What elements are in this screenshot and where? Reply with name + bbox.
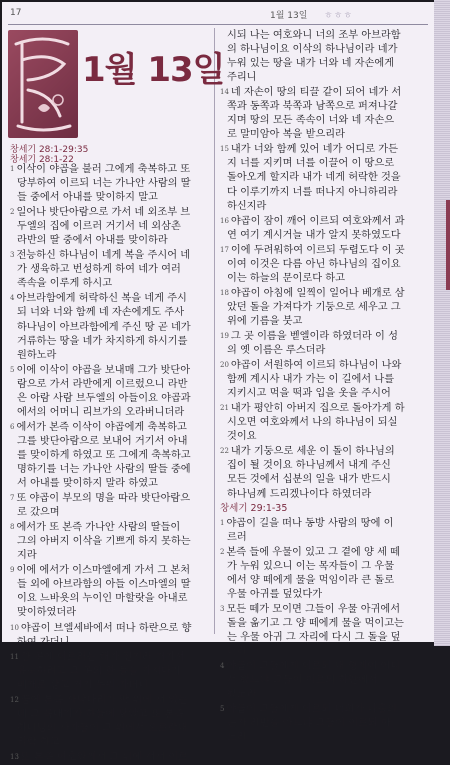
scripture-column-left [10,162,210,765]
verse-text: 한 곳에 이르러는 해가 진지라 거기서 [20,651,185,663]
verse-line [220,344,430,358]
verse-line [220,373,430,387]
verse-text: 는 우물 아귀 그 자리에 다시 그 돌을 덮 [227,631,401,643]
verse-line [10,549,210,563]
verse-line [10,463,210,477]
verse-text: 또 본즉 여호와께서 그 위에 서서 이르 [20,751,188,763]
verse-number: 4 [220,662,225,671]
verse-number: 1 [220,518,225,527]
verse-number: 22 [220,447,229,456]
verse-line [10,750,210,765]
verse-number: 1 [10,165,15,173]
verse-line [10,449,210,463]
verse-line [220,459,430,473]
verse-line [220,272,430,286]
verse-line [10,708,210,722]
verse-line [220,387,430,401]
verse-text: 로 갔으며 [17,507,60,519]
verse-text: 이에 에서가 이스마엘에게 가서 그 본처 [16,565,191,577]
verse-number: 11 [10,652,19,661]
verse-text: 내가 기둥으로 세운 이 돌이 하나님의 [230,446,395,458]
verse-line [220,128,430,142]
verse-number: 10 [10,623,19,632]
verse-line [220,29,430,43]
verse-text: 것이요 [227,431,257,443]
verse-line [220,142,430,157]
header-rule [8,24,428,25]
verse-line [10,650,210,665]
verse-text: 위에 기름을 붓고 [227,315,303,327]
verse-line [10,378,210,392]
verse-number: 18 [220,288,229,297]
verse-number: 2 [220,547,225,556]
verse-line [220,157,430,171]
verse-text: 원하노라 [17,349,57,361]
verse-text: 람으로 가서 라반에게 이르렀으니 라반 [17,378,188,390]
ornament-icon [8,30,78,138]
verse-text: 꿈에 본즉 사닥다리가 땅 위에 서 있는 [20,694,188,706]
verse-text: 우물 아귀를 덮었다가 [227,588,323,600]
verse-line [10,621,210,636]
verse-line [220,186,430,200]
verse-line [10,520,210,535]
verse-line [220,243,430,258]
verse-text: 았던 돌을 가져다가 기둥으로 세우고 그 [227,301,401,313]
verse-line [10,177,210,191]
verse-line [10,435,210,449]
verse-number: 21 [220,404,229,413]
verse-line [10,736,210,750]
verse-text: 명하기를 너는 가나안 사람의 딸들 중에 [17,463,191,475]
verse-text: 거류하는 땅을 네가 차지하게 하시기를 [17,335,188,347]
verse-text: 함께 계시사 내가 가는 이 길에서 나를 [227,374,395,386]
verse-text: 은 아람 사람 브두엘의 아들이요 야곱과 [17,392,191,404]
verse-number: 3 [10,251,15,260]
verse-line [10,321,210,335]
verse-number: 6 [10,422,15,431]
verse-line [220,731,430,745]
verse-line [10,506,210,520]
verse-line [10,592,210,606]
verse-line [10,563,210,578]
column-divider [214,28,215,634]
verse-number: 16 [220,216,229,225]
verse-number: 14 [220,88,229,97]
verse-line [220,71,430,85]
verse-text: 르러 [227,531,247,543]
verse-line [220,645,430,659]
verse-line [10,535,210,549]
verse-text: 다 이루기까지 너를 떠나지 아니하리라 [227,186,398,198]
section-heading: 창세기 29:1-35 [220,502,288,514]
verse-text: 로 말미암아 복을 받으리라 [227,129,345,141]
verse-text: 지 너를 지키며 너를 이끌어 이 땅으로 [227,158,395,170]
verse-line [220,631,430,645]
verse-number: 13 [10,752,19,761]
verse-line [220,200,430,214]
verse-line [220,301,430,315]
verse-number: 7 [10,494,15,503]
verse-line [220,688,430,702]
verse-line [220,57,430,71]
verse-line [10,263,210,277]
page-number: 17 [10,8,22,18]
verse-line [220,315,430,329]
faint-mark: ㅎㅎㅎ [324,11,354,21]
verse-text: 모든 것에서 십분의 일을 내가 반드시 [227,474,391,486]
verse-text: 데 그 꼭대기가 하늘에 닿았고 또 본즉 [17,708,185,720]
verse-text: 돌을 옮기고 그 양 떼에게 물을 먹이고는 [227,617,404,629]
verse-line [10,234,210,248]
verse-text: 라반의 딸 중에서 아내를 맞이하라 [17,235,168,247]
verse-number: 4 [10,294,15,303]
verse-line [220,358,430,373]
verse-line [10,406,210,420]
verse-line [220,702,430,717]
verse-line [220,114,430,128]
bible-page [2,2,434,763]
verse-text: 이는 하늘의 문이로다 하고 [227,272,345,284]
verse-line [10,392,210,406]
verse-line [220,258,430,272]
verse-text: 쪽과 동쪽과 북쪽과 남쪽으로 퍼져나갈 [227,101,398,113]
verse-text: 시오면 여호와께서 나의 하나님이 되실 [227,417,398,429]
verse-text: 노라 [227,732,247,744]
verse-text: 그를 밧단아람으로 보내어 거기서 아내 [17,435,188,447]
ribbon-marker [446,200,450,290]
verse-line [10,291,210,306]
verse-text: 에서의 어머니 리브가의 오라버니더라 [17,406,185,418]
verse-line [10,162,210,177]
verse-text: 들 중에서 아내를 맞이하지 말고 [17,192,158,204]
verse-text: 하나님께 드리겠나이다 하였더라 [227,488,372,500]
verse-text: 야곱이 서원하여 이르되 하나님이 나와 [230,360,402,372]
verse-text: 이여 이것은 다름 아닌 하나님의 집이요 [227,258,401,270]
verse-text: 집이 될 것이요 하나님께서 내게 주신 [227,460,391,472]
verse-text: 서 아내를 맞이하지 말라 하였고 [17,478,158,490]
verse-line [10,335,210,349]
running-title: 1월 13일 [270,11,308,21]
verse-line [220,401,430,416]
verse-line [220,659,430,674]
verse-line [220,674,430,688]
passage-reference: 창세기 28:1-29:35 [10,145,89,155]
verse-line [220,416,430,430]
verse-text: 야곱이 길을 떠나 동방 사람의 땅에 이 [226,517,394,529]
verse-text: 야곱이 잠이 깨어 이르되 여호와께서 과 [230,215,405,227]
verse-line [10,220,210,234]
verse-text: 에서가 본즉 이삭이 야곱에게 축복하고 [16,421,187,433]
verse-text: 손자 라반을 아느냐 그들이 이르되 아 [227,718,391,730]
scripture-column-right [220,29,430,745]
verse-text: 지키시고 먹을 떡과 입을 옷을 주시어 [227,388,391,400]
verse-line [10,636,210,650]
verse-text: 에서가 또 본즉 가나안 사람의 딸들이 [16,522,181,534]
verse-line [220,531,430,545]
verse-text: 두엘의 집에 이르러 거기서 네 외삼촌 [17,221,181,233]
verse-number: 9 [10,566,15,575]
verse-number: 20 [220,361,229,370]
verse-text: 에서 양 떼에게 물을 먹임이라 큰 돌로 [227,574,395,586]
verse-line [220,444,430,459]
verse-line [10,491,210,506]
verse-text: 지며 땅의 모든 족속이 너와 네 자손으 [227,115,395,127]
verse-line [10,277,210,291]
verse-text: 누워 있는 땅을 내가 너와 네 자손에게 [227,58,395,70]
verse-text: 더라 [227,646,247,658]
verse-line [10,679,210,693]
verse-line [220,588,430,602]
verse-text: 왔노라 [227,689,257,701]
verse-text: 서 왔느냐 그들이 이르되 하란에서 [227,675,378,687]
verse-line [220,85,430,100]
verse-text: 지라 [17,550,37,562]
verse-text: 하여 가더니 [17,636,70,648]
verse-text: 의 하나님이요 이삭의 하나님이라 네가 [227,44,398,56]
verse-line [220,545,430,560]
verse-text: 하나님이 아브라함에게 주신 땅 곧 네가 [17,321,191,333]
verse-line [220,43,430,57]
verse-line [220,171,430,185]
verse-text: 전능하신 하나님이 네게 복을 주시어 네 [16,250,191,262]
verse-line [220,516,430,531]
verse-line [10,693,210,708]
verse-text: 하신지라 [227,200,267,212]
verse-line [220,617,430,631]
verse-line [220,286,430,301]
verse-text: 연 여기 계시거늘 내가 알지 못하였도다 [227,229,401,241]
verse-text: 를 맞이하게 하였고 또 그에게 축복하고 [17,449,191,461]
verse-text: 당부하여 이르되 너는 가나안 사람의 딸 [17,178,191,190]
verse-number: 19 [220,331,229,340]
verse-line [220,100,430,114]
verse-text: 가 누워 있으니 이는 목자들이 그 우물 [227,560,395,572]
verse-text: 아브라함에게 허락하신 복을 네게 주시 [16,293,187,305]
verse-line [220,229,430,243]
verse-number: 12 [10,695,19,704]
verse-line [10,191,210,205]
verse-line [10,420,210,435]
verse-text: 돌아오게 할지라 내가 네게 허락한 것을 [227,172,401,184]
passage-reference: 창세기 28:1-22 [10,155,74,165]
verse-text: 그 곳 이름을 벧엘이라 하였더라 이 성 [230,330,398,342]
verse-text: 야곱이 그들에게 이르되 너희가 나홀의 [226,704,397,716]
verse-line [10,578,210,592]
verse-text: 일어나 밧단아람으로 가서 네 외조부 브 [16,207,191,219]
verse-line [10,363,210,378]
verse-line [10,722,210,736]
verse-number: 8 [10,523,15,532]
verse-line [220,574,430,588]
verse-number: 5 [220,705,225,714]
verse-text: 이요 느바욧의 누이인 마할랏을 아내로 [17,593,188,605]
page-edge [434,0,450,646]
verse-text: 되 너와 너와 함께 네 자손에게도 주사 [17,307,185,319]
verse-text: 내가 너와 함께 있어 네가 어디로 가든 [230,144,398,156]
verse-text: 또 야곱이 부모의 명을 따라 밧단아람으 [16,493,191,505]
verse-text: 가 생육하고 번성하게 하여 네가 여러 [17,264,181,276]
verse-text: 모든 떼가 모이면 그들이 우물 아귀에서 [226,603,401,615]
verse-line [220,214,430,229]
verse-number: 2 [10,208,15,217]
verse-text: 그의 아버지 이삭을 기쁘게 하지 못하는 [17,536,191,548]
verse-text: 족속을 이루게 하시고 [17,278,113,290]
verse-text: 주리니 [227,72,257,84]
verse-line [10,205,210,220]
verse-text: 이삭이 야곱을 불러 그에게 축복하고 또 [16,164,191,175]
verse-line [10,248,210,263]
verse-text: 본즉 들에 우물이 있고 그 곁에 양 세 떼 [226,546,400,558]
verse-line [220,488,430,502]
verse-line [220,329,430,344]
verse-line [220,473,430,487]
verse-text: 야곱이 그들에게 이르되 내 형제여 어디 [226,661,401,673]
verse-line [220,717,430,731]
verse-text: 내가 평안히 아버지 집으로 돌아가게 하 [230,403,405,415]
verse-text: 야곱이 브엘세바에서 떠나 하란으로 향 [20,622,192,634]
verse-line [220,560,430,574]
verse-line [10,606,210,620]
verse-line [10,349,210,363]
verse-line [220,430,430,444]
verse-text: 야곱이 아침에 일찍이 일어나 베개로 삼 [230,287,405,299]
calligraphy-ornament [8,30,78,138]
verse-line [10,665,210,679]
verse-number: 3 [220,604,225,613]
verse-text: 베개로 삼고 거기 누워 자더니 [17,679,149,691]
verse-text: 이에 두려워하여 이르되 두렵도다 이 곳 [230,244,405,256]
verse-text: 하나님의 사자들이 그 위에서 오르락내 [17,722,188,734]
verse-text: 리락 하고 [17,736,60,748]
date-title: 1월 13일 [82,50,225,90]
verse-text: 유숙하려고 그 곳의 한 돌을 가져다가 [17,665,181,677]
verse-text: 네 자손이 땅의 티끌 같이 되어 네가 서 [230,87,402,99]
verse-number: 5 [10,365,15,374]
verse-number: 17 [220,245,229,254]
verse-text: 맞이하였더라 [17,607,77,619]
verse-text: 시되 나는 여호와니 너의 조부 아브라함 [227,30,401,41]
verse-line [10,306,210,320]
verse-text: 이에 이삭이 야곱을 보내매 그가 밧단아 [16,364,191,376]
verse-number: 15 [220,145,229,154]
verse-line [10,477,210,491]
verse-text: 의 옛 이름은 루스더라 [227,345,326,357]
verse-line [220,602,430,617]
verse-text: 들 외에 아브라함의 아들 이스마엘의 딸 [17,579,191,591]
